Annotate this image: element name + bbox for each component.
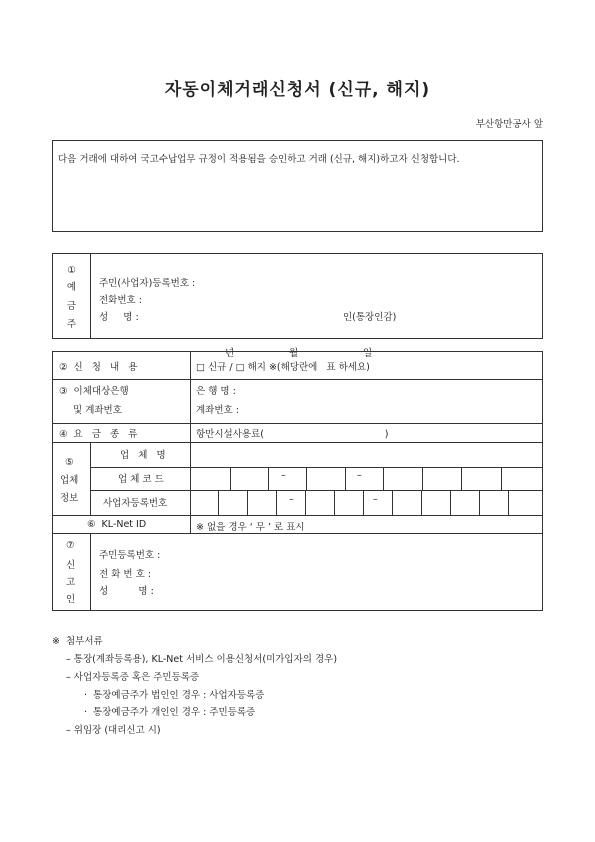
consent-text: 다음 거래에 대하여 국고수납업무 규정이 적용됨을 승인하고 거래 (신규, 해지)하고자 신청합니다. [58, 154, 460, 165]
applicant-char: 인 [66, 594, 76, 605]
bank-name-field[interactable]: 은 행 명 : [196, 386, 236, 397]
fee-type-field[interactable]: 항만시설사용료( ) [196, 429, 389, 440]
depositor-phone-field[interactable]: 전화번호 : [99, 295, 142, 306]
company-name-label: 업 체 명 [120, 450, 166, 461]
date-day[interactable]: 일 [363, 348, 373, 359]
applicant-number: ⑦ [66, 540, 75, 551]
depositor-char: 금 [66, 301, 77, 312]
company-char: 업체 [60, 475, 79, 486]
application-table [52, 351, 543, 611]
date-month[interactable]: 월 [289, 348, 299, 359]
company-code-label: 업 체 코 드 [118, 474, 164, 485]
bank-label-sub: 및 계좌번호 [73, 405, 122, 416]
depositor-id-field[interactable]: 주민(사업자)등록번호 : [99, 278, 196, 289]
depositor-number: ① [67, 265, 76, 276]
note-subitem: · 통장예금주가 법인인 경우 : 사업자등록증 [84, 690, 265, 701]
applicant-char: 신 [66, 560, 76, 571]
note-item: – 사업자등록증 혹은 주민등록증 [66, 672, 200, 683]
bank-label: ③ 이체대상은행 [59, 386, 129, 397]
code-dash: – [357, 470, 362, 481]
applicant-char: 고 [66, 577, 76, 588]
applicant-name-field[interactable]: 성 명 : [99, 586, 154, 597]
note-item: – 위임장 (대리신고 시) [66, 725, 161, 736]
note-item: – 통장(계좌등록용), KL-Net 서비스 이용신청서(미가입자의 경우) [66, 654, 338, 665]
depositor-char: 예 [66, 282, 77, 293]
depositor-name-field[interactable]: 성 명 : [99, 312, 139, 323]
company-name-field[interactable] [196, 447, 536, 463]
biz-reg-dash: – [373, 494, 378, 505]
biz-reg-dash: – [289, 494, 294, 505]
form-title: 자동이체거래신청서 (신규, 해지) [164, 80, 431, 100]
seal-label: 인(통장인감) [343, 312, 397, 323]
notes-heading: ※ 첨부서류 [52, 636, 103, 647]
fee-type-label: ④ 요 금 종 류 [59, 429, 138, 440]
biz-reg-label: 사업자등록번호 [103, 498, 168, 509]
depositor-label [53, 254, 91, 338]
date-year[interactable]: 년 [225, 348, 235, 359]
applicant-phone-field[interactable]: 전 화 번 호 : [99, 569, 151, 580]
account-number-field[interactable]: 계좌번호 : [196, 405, 239, 416]
klnet-field[interactable]: ※ 없을 경우 ‘ 무 ’ 로 표시 [196, 522, 305, 533]
addressee: 부산항만공사 앞 [475, 119, 543, 130]
request-options[interactable]: □ 신규 / □ 해지 ※(해당란에 표 하세요) [196, 362, 370, 373]
company-number: ⑤ [65, 457, 74, 468]
note-subitem: · 통장예금주가 개인인 경우 : 주민등록증 [84, 707, 256, 718]
applicant-id-field[interactable]: 주민등록번호 : [99, 550, 161, 561]
depositor-section [52, 253, 543, 339]
klnet-label: ⑥ KL-Net ID [87, 519, 147, 530]
code-dash: – [281, 470, 286, 481]
depositor-char: 주 [66, 319, 77, 330]
company-char: 정보 [60, 493, 79, 504]
request-label: ② 신 청 내 용 [59, 362, 138, 373]
